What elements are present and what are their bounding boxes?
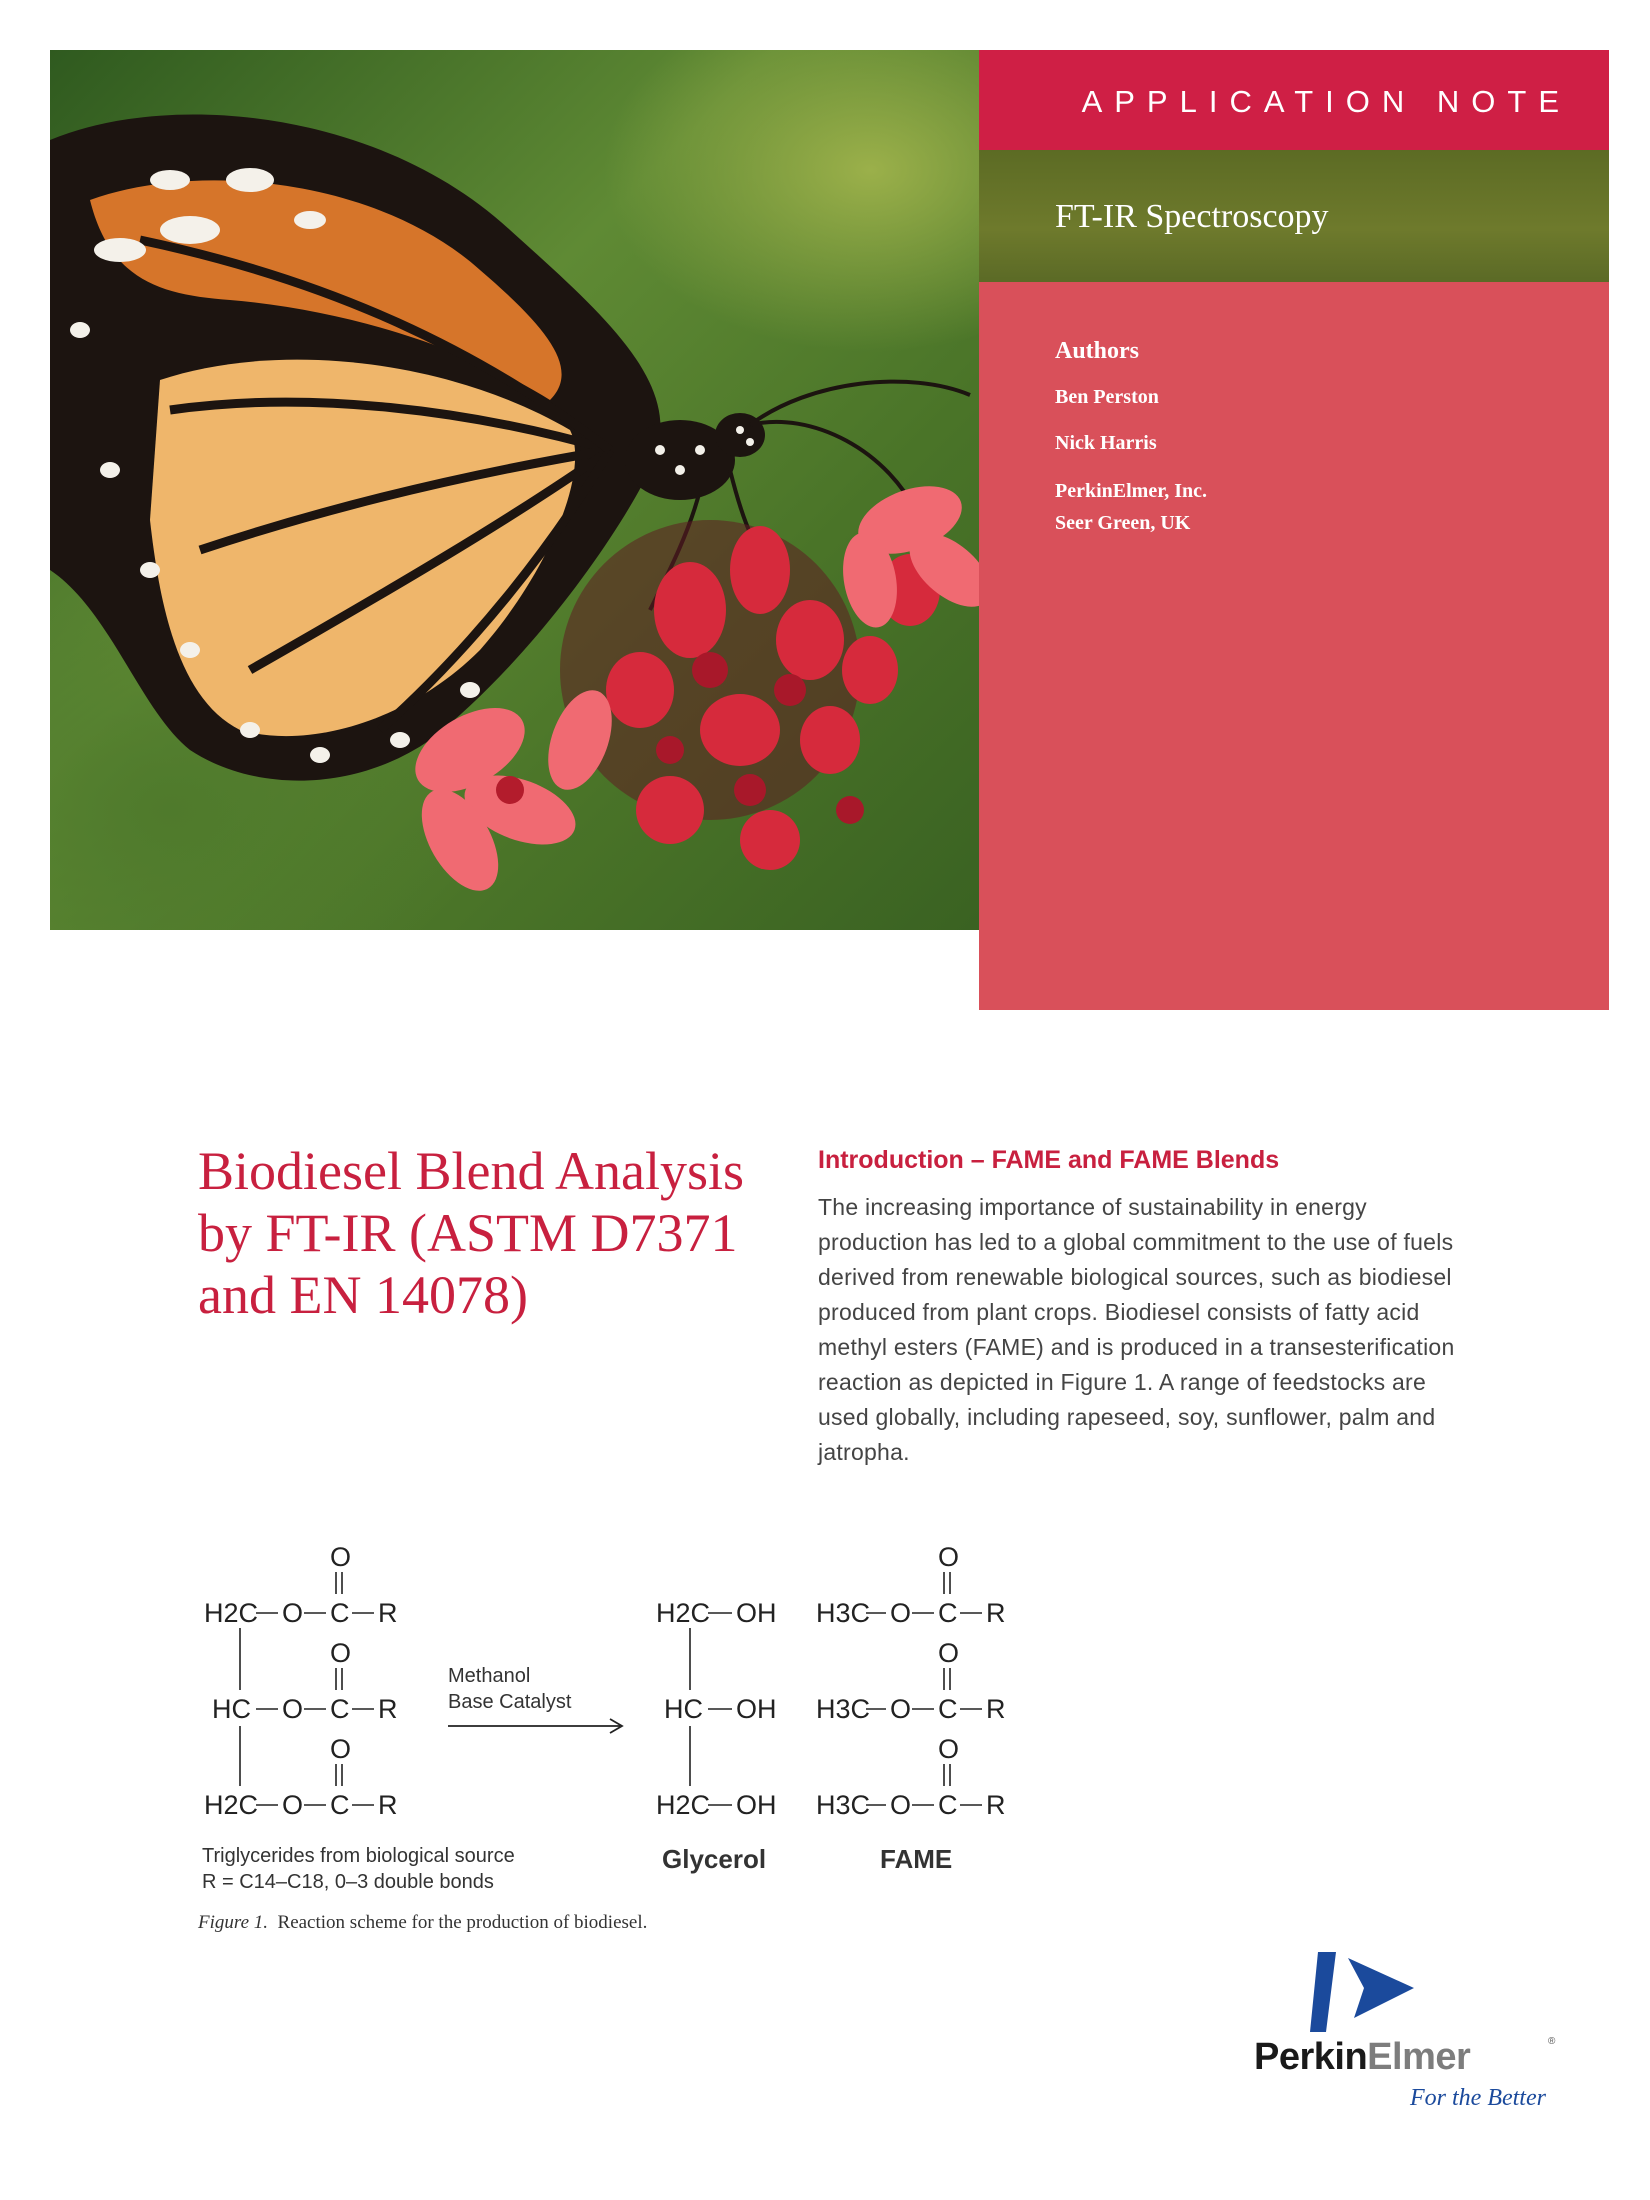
technique-label: FT-IR Spectroscopy: [1055, 198, 1329, 235]
perkinelmer-wordmark: [1254, 2036, 1470, 2079]
wordmark-perkin: Perkin: [1254, 2036, 1368, 2078]
triglyceride-group-top: H2C: [204, 1598, 259, 1628]
intro-heading: Introduction – FAME and FAME Blends: [818, 1146, 1280, 1174]
reaction-arrow: [448, 1719, 622, 1733]
authors-panel: [979, 282, 1609, 1010]
carbonyl-carbon: C: [330, 1790, 350, 1820]
carbonyl-oxygen: O: [938, 1734, 960, 1764]
r-group: R: [378, 1790, 398, 1820]
carbonyl-oxygen: O: [330, 1638, 352, 1668]
reagent-label: Methanol: [448, 1665, 531, 1687]
hydroxyl: OH: [736, 1790, 777, 1820]
r-group: R: [378, 1598, 398, 1628]
fame-bonds: [866, 1572, 982, 1805]
figure-caption-text: Reaction scheme for the production of biodiesel.: [277, 1912, 648, 1933]
document-title: Biodiesel Blend Analysis by FT-IR (ASTM D7371 and EN 14078): [198, 1141, 744, 1325]
carbonyl-carbon: C: [938, 1790, 958, 1820]
methyl-group: H3C: [816, 1790, 871, 1820]
butterfly-flower-illustration: [50, 50, 979, 930]
triglyceride-bonds: [240, 1572, 374, 1805]
figure-caption: [198, 1912, 647, 1934]
r-group: R: [986, 1694, 1006, 1724]
ester-oxygen: O: [890, 1790, 912, 1820]
ester-oxygen: O: [890, 1598, 912, 1628]
carbonyl-oxygen: O: [938, 1638, 960, 1668]
author-name: Ben Perston: [1055, 386, 1159, 408]
technique-band: [979, 150, 1609, 282]
ester-oxygen: O: [282, 1790, 304, 1820]
hero-photo: [50, 50, 979, 930]
methyl-group: H3C: [816, 1694, 871, 1724]
intro-body: The increasing importance of sustainability in energy production has led to a global commitment to the use of fuels derived from renewable biological sources, such as biodiesel produced from plant crops. Biodiesel consists of fatty acid methyl esters (FAME) and is produced in a transesterification reaction as depicted in Figure 1. A range of feedstocks are used globally, including rapeseed, soy, sunflower, palm and jatropha.: [818, 1194, 1455, 1465]
application-note-band: [979, 50, 1609, 150]
author-organization: PerkinElmer, Inc.: [1055, 480, 1208, 502]
fame-label: FAME: [880, 1844, 953, 1874]
triglyceride-group-bottom: H2C: [204, 1790, 259, 1820]
r-group: R: [986, 1790, 1006, 1820]
carbonyl-carbon: C: [330, 1598, 350, 1628]
carbonyl-oxygen: O: [330, 1542, 352, 1572]
ester-oxygen: O: [282, 1598, 304, 1628]
glycerol-group-mid: HC: [664, 1694, 703, 1724]
ester-oxygen: O: [282, 1694, 304, 1724]
carbonyl-oxygen: O: [330, 1734, 352, 1764]
carbonyl-carbon: C: [938, 1694, 958, 1724]
author-name: Nick Harris: [1055, 432, 1157, 454]
triglyceride-caption: Triglycerides from biological source: [202, 1845, 515, 1867]
methyl-group: H3C: [816, 1598, 871, 1628]
perkinelmer-logo-mark: [1310, 1952, 1420, 2032]
carbonyl-carbon: C: [330, 1694, 350, 1724]
tagline: For the Better: [1410, 2085, 1546, 2111]
r-group: R: [378, 1694, 398, 1724]
glycerol-group-top: H2C: [656, 1598, 711, 1628]
carbonyl-carbon: C: [938, 1598, 958, 1628]
hydroxyl: OH: [736, 1694, 777, 1724]
carbonyl-oxygen: O: [938, 1542, 960, 1572]
reaction-scheme: [190, 1530, 1090, 1900]
hydroxyl: OH: [736, 1598, 777, 1628]
triglyceride-group-mid: HC: [212, 1694, 251, 1724]
catalyst-label: Base Catalyst: [448, 1691, 572, 1713]
application-note-label: APPLICATION NOTE: [1081, 84, 1571, 119]
r-group-caption: R = C14–C18, 0–3 double bonds: [202, 1871, 494, 1893]
r-group: R: [986, 1598, 1006, 1628]
ester-oxygen: O: [890, 1694, 912, 1724]
glycerol-group-bottom: H2C: [656, 1790, 711, 1820]
registered-mark: ®: [1548, 2036, 1556, 2047]
author-location: Seer Green, UK: [1055, 512, 1191, 534]
figure-number: Figure 1.: [198, 1912, 269, 1933]
authors-heading: Authors: [1055, 338, 1140, 364]
glycerol-label: Glycerol: [662, 1844, 767, 1874]
wordmark-elmer: Elmer: [1367, 2036, 1471, 2078]
